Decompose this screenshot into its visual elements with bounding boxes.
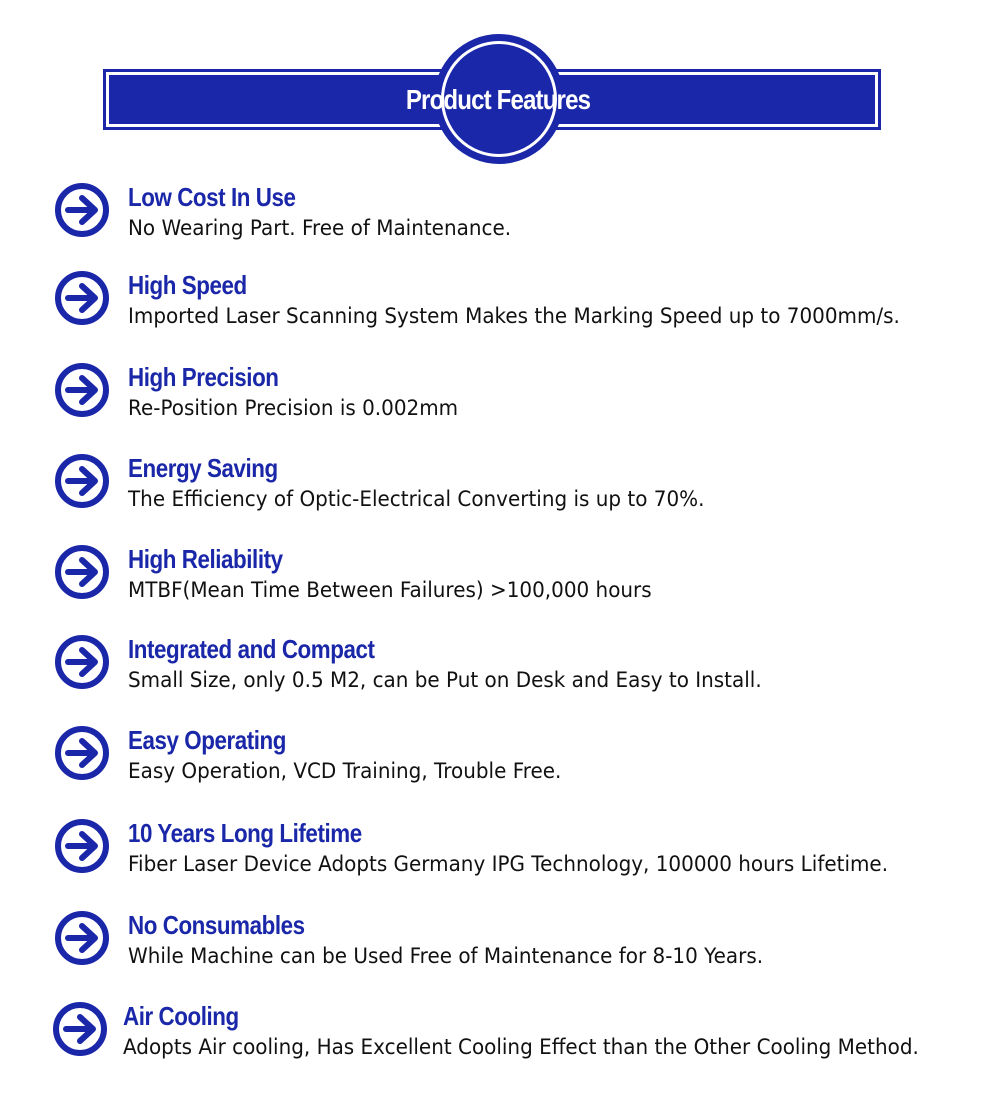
feature-description: Fiber Laser Device Adopts Germany IPG Technology, 100000 hours Lifetime. <box>128 852 889 876</box>
feature-title: Energy Saving <box>128 453 278 483</box>
feature-description: No Wearing Part. Free of Maintenance. <box>128 216 512 240</box>
arrow-right-circle-icon <box>52 908 112 968</box>
feature-item <box>0 816 1000 896</box>
feature-description: Imported Laser Scanning System Makes the Marking Speed up to 7000mm/s. <box>128 304 900 328</box>
feature-item <box>0 451 1000 531</box>
arrow-right-circle-icon <box>52 632 112 692</box>
arrow-right-circle-icon <box>52 360 112 420</box>
feature-item <box>0 908 1000 988</box>
feature-item <box>0 360 1000 440</box>
feature-description: MTBF(Mean Time Between Failures) >100,000 hours <box>128 578 652 602</box>
feature-title: High Precision <box>128 362 279 392</box>
feature-description: The Efficiency of Optic-Electrical Converting is up to 70%. <box>128 487 705 511</box>
feature-item <box>0 723 1000 803</box>
feature-description: Small Size, only 0.5 M2, can be Put on Desk and Easy to Install. <box>128 668 762 692</box>
feature-title: High Reliability <box>128 544 283 574</box>
arrow-right-circle-icon <box>52 451 112 511</box>
feature-title: High Speed <box>128 270 247 300</box>
feature-title: Air Cooling <box>123 1001 239 1031</box>
feature-item <box>0 999 1000 1079</box>
page-title: Product Features <box>405 83 591 115</box>
arrow-right-circle-icon <box>52 816 112 876</box>
arrow-right-circle-icon <box>52 268 112 328</box>
feature-description: Re-Position Precision is 0.002mm <box>128 396 459 420</box>
feature-description: While Machine can be Used Free of Maintenance for 8-10 Years. <box>128 944 764 968</box>
arrow-right-circle-icon <box>50 999 110 1059</box>
feature-description: Adopts Air cooling, Has Excellent Cooling Effect than the Other Cooling Method. <box>123 1035 919 1059</box>
feature-title: Low Cost In Use <box>128 182 296 212</box>
feature-item <box>0 268 1000 348</box>
feature-title: Integrated and Compact <box>128 634 375 664</box>
arrow-right-circle-icon <box>52 542 112 602</box>
arrow-right-circle-icon <box>52 723 112 783</box>
feature-title: No Consumables <box>128 910 305 940</box>
feature-title: Easy Operating <box>128 725 287 755</box>
feature-description: Easy Operation, VCD Training, Trouble Free. <box>128 759 562 783</box>
arrow-right-circle-icon <box>52 180 112 240</box>
feature-item <box>0 180 1000 260</box>
feature-item <box>0 632 1000 712</box>
feature-title: 10 Years Long Lifetime <box>128 818 362 848</box>
feature-item <box>0 542 1000 622</box>
